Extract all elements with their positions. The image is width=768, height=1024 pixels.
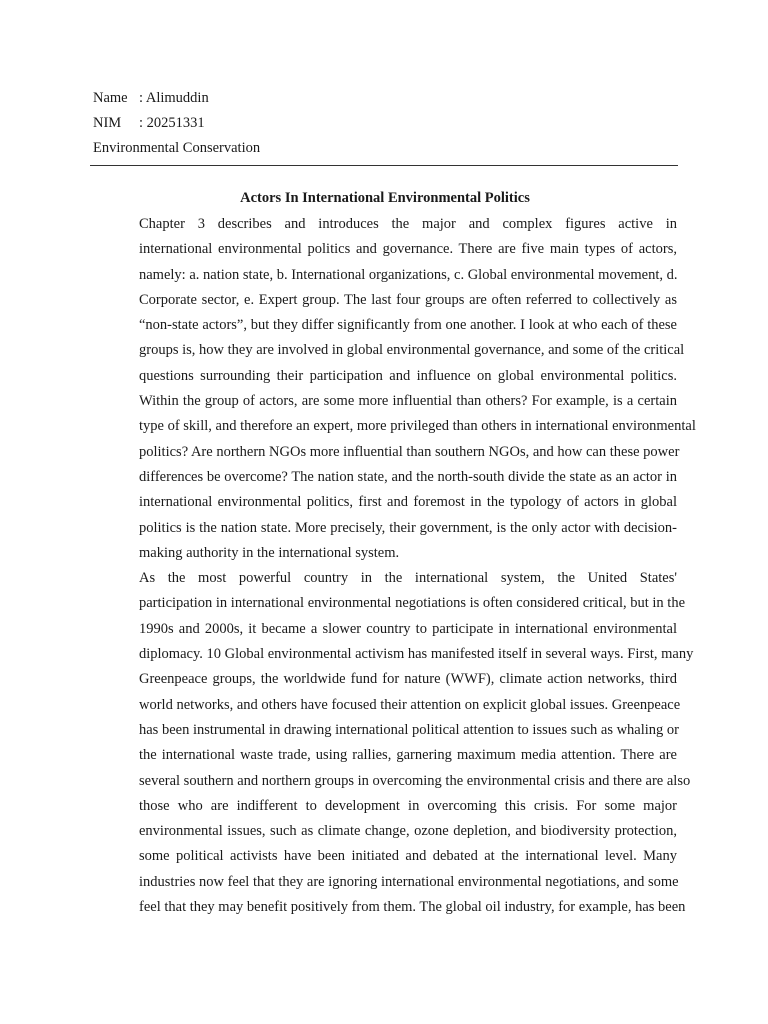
text-line: differences be overcome? The nation state, and the north-south divide the state as an actor in xyxy=(139,468,677,485)
name-label: Name xyxy=(93,90,128,106)
text-line: 1990s and 2000s, it became a slower country to participate in international environmental xyxy=(139,620,677,637)
name-value: : Alimuddin xyxy=(139,90,209,106)
text-line: participation in international environmental negotiations is often considered critical, but in the xyxy=(139,595,686,612)
text-line: Chapter 3 describes and introduces the major and complex figures active in xyxy=(139,216,677,232)
student-header xyxy=(93,86,677,161)
nim-label: NIM xyxy=(93,115,122,131)
text-line: industries now feel that they are ignoring international environmental negotiations, and some xyxy=(139,873,679,890)
text-line: environmental issues, such as climate change, ozone depletion, and biodiversity protection, xyxy=(139,823,677,840)
text-line: several southern and northern groups in overcoming the environmental crisis and there are also xyxy=(139,772,691,789)
course-name: Environmental Conservation xyxy=(93,140,261,156)
text-line: namely: a. nation state, b. International organizations, c. Global environmental movement, d. xyxy=(139,266,678,283)
paragraph-1 xyxy=(93,212,696,566)
header-divider xyxy=(90,165,678,166)
text-line: has been instrumental in drawing international political attention to issues such as whaling or xyxy=(139,721,680,738)
text-line: world networks, and others have focused their attention on explicit global issues. Greenpeace xyxy=(139,696,681,713)
text-line: international environmental politics and governance. There are five main types of actors, xyxy=(139,241,677,258)
paragraph-2 xyxy=(93,566,694,920)
text-line: feel that they may benefit positively from them. The global oil industry, for example, has been xyxy=(139,899,686,916)
document-body xyxy=(93,212,696,920)
nim-value: : 20251331 xyxy=(139,115,205,131)
nim-row xyxy=(93,111,677,136)
text-line: the international waste trade, using rallies, garnering maximum media attention. There are xyxy=(139,747,677,764)
text-line: politics? Are northern NGOs more influential than southern NGOs, and how can these power xyxy=(139,443,680,460)
text-line: some political activists have been initiated and debated at the international level. Many xyxy=(139,848,677,865)
text-line: As the most powerful country in the international system, the United States' xyxy=(139,570,677,587)
text-line: international environmental politics, first and foremost in the typology of actors in global xyxy=(139,494,677,511)
name-row xyxy=(93,86,677,111)
text-line: questions surrounding their participation and influence on global environmental politics. xyxy=(139,367,677,384)
text-line: Within the group of actors, are some more influential than others? For example, is a certain xyxy=(139,393,677,410)
text-line: making authority in the international system. xyxy=(139,544,400,561)
text-line: “non-state actors”, but they differ significantly from one another. I look at who each of these xyxy=(139,317,677,334)
text-line: type of skill, and therefore an expert, more privileged than others in international environmental xyxy=(139,418,696,435)
text-line: Greenpeace groups, the worldwide fund for nature (WWF), climate action networks, third xyxy=(139,671,677,688)
document-title: Actors In International Environmental Politics xyxy=(240,190,530,206)
text-line: politics is the nation state. More precisely, their government, is the only actor with decision- xyxy=(139,519,677,536)
text-line: those who are indifferent to development in overcoming this crisis. For some major xyxy=(139,797,677,814)
text-line: diplomacy. 10 Global environmental activism has manifested itself in several ways. First, many xyxy=(139,646,694,663)
text-line: Corporate sector, e. Expert group. The last four groups are often referred to collectively as xyxy=(139,291,677,308)
text-line: groups is, how they are involved in global environmental governance, and some of the critical xyxy=(139,342,685,359)
